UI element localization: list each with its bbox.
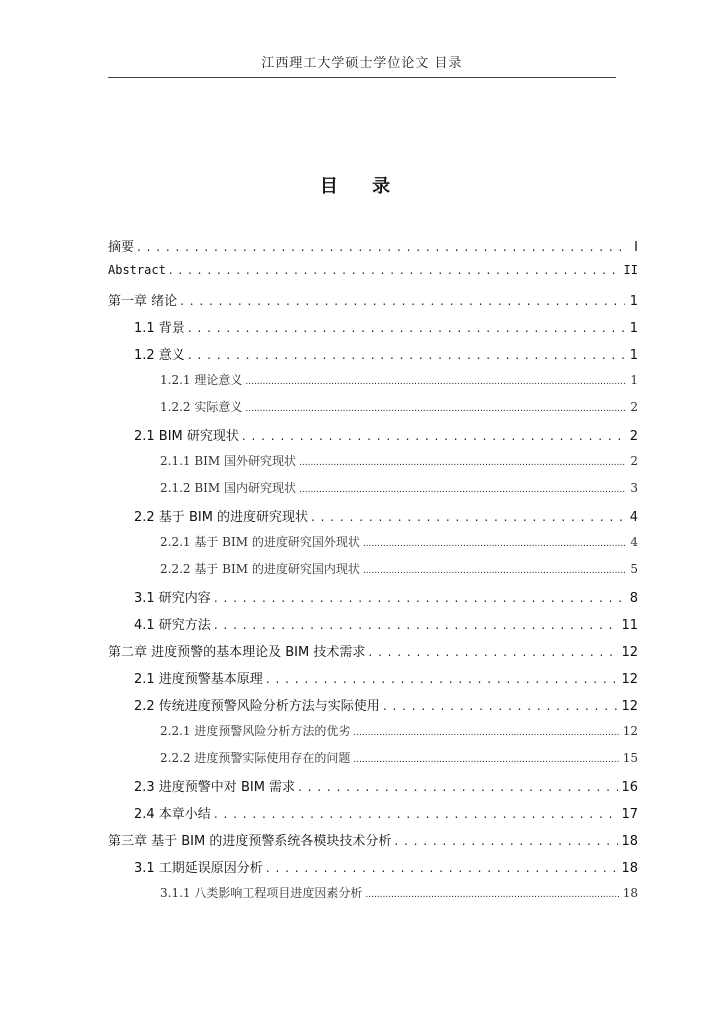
toc-entry[interactable] xyxy=(108,425,638,452)
toc-entry-page-number: 2 xyxy=(629,429,638,444)
toc-entry-page-number: 3 xyxy=(630,481,638,495)
dot-leader xyxy=(245,373,625,388)
toc-entry[interactable] xyxy=(108,263,638,290)
dot-leader xyxy=(363,562,625,577)
dot-leader xyxy=(365,886,619,901)
toc-entry-page-number: 2 xyxy=(630,454,638,468)
toc-entry[interactable] xyxy=(108,722,638,749)
toc-entry[interactable] xyxy=(108,344,638,371)
toc-entry-label: 2.3 进度预警中对 BIM 需求 xyxy=(134,780,296,795)
dot-leader xyxy=(353,724,619,739)
dot-leader xyxy=(180,294,625,309)
toc-entry-label: 4.1 研究方法 xyxy=(134,618,211,633)
dot-leader xyxy=(383,699,619,714)
dot-leader xyxy=(214,591,625,606)
toc-entry[interactable] xyxy=(108,398,638,425)
toc-entry-page-number: 12 xyxy=(621,645,638,660)
dot-leader xyxy=(311,510,625,525)
toc-entry-page-number: 8 xyxy=(629,591,638,606)
toc-entry-page-number: 18 xyxy=(622,886,638,900)
dot-leader xyxy=(394,834,618,849)
toc-entry-page-number: 5 xyxy=(630,562,638,576)
toc-entry-page-number: 1 xyxy=(630,373,638,387)
toc-entry[interactable] xyxy=(108,479,638,506)
dot-leader xyxy=(169,263,621,278)
toc-entry-label: 3.1.1 八类影响工程项目进度因素分析 xyxy=(160,886,363,900)
toc-entry-label: 2.4 本章小结 xyxy=(134,807,211,822)
dot-leader xyxy=(299,454,625,469)
toc-entry-page-number: I xyxy=(634,240,638,255)
toc-entry-label: 3.1 工期延误原因分析 xyxy=(134,861,263,876)
toc-entry-page-number: 12 xyxy=(621,699,638,714)
toc-entry-label: 2.1.1 BIM 国外研究现状 xyxy=(160,454,297,468)
dot-leader xyxy=(298,780,618,795)
toc-entry-label: 3.1 研究内容 xyxy=(134,591,211,606)
toc-entry-label: 2.2.1 进度预警风险分析方法的优劣 xyxy=(160,724,351,738)
toc-entry-label: 2.2 基于 BIM 的进度研究现状 xyxy=(134,510,309,525)
page-title: 目 录 xyxy=(319,176,405,197)
dot-leader xyxy=(214,618,619,633)
toc-entry-page-number: 18 xyxy=(621,834,638,849)
toc-entry-page-number: 17 xyxy=(621,807,638,822)
toc-entry-label: 2.2.1 基于 BIM 的进度研究国外现状 xyxy=(160,535,360,549)
toc-entry[interactable] xyxy=(108,884,638,911)
toc-entry[interactable] xyxy=(108,749,638,776)
toc-entry-page-number: 1 xyxy=(629,321,638,336)
toc-entry[interactable] xyxy=(108,317,638,344)
toc-entry-label: 2.1 BIM 研究现状 xyxy=(134,429,239,444)
toc-entry-label: 第三章 基于 BIM 的进度预警系统各模块技术分析 xyxy=(108,834,392,849)
toc-entry[interactable] xyxy=(108,857,638,884)
dot-leader xyxy=(266,861,619,876)
dot-leader xyxy=(266,672,619,687)
dot-leader xyxy=(363,535,625,550)
toc-entry-label: 1.1 背景 xyxy=(134,321,185,336)
toc-entry[interactable] xyxy=(108,803,638,830)
toc-entry[interactable] xyxy=(108,830,638,857)
toc-entry[interactable] xyxy=(108,776,638,803)
toc-entry-page-number: 18 xyxy=(621,861,638,876)
dot-leader xyxy=(368,645,618,660)
toc-entry-page-number: 12 xyxy=(621,672,638,687)
toc-entry-page-number: II xyxy=(623,263,638,277)
toc-entry-page-number: 1 xyxy=(629,348,638,363)
dot-leader xyxy=(188,321,625,336)
dot-leader xyxy=(137,240,625,255)
toc-entry-page-number: 11 xyxy=(621,618,638,633)
toc-entry-page-number: 4 xyxy=(629,510,638,525)
toc-entry-page-number: 15 xyxy=(622,751,638,765)
toc-entry[interactable] xyxy=(108,668,638,695)
toc-entry-label: Abstract xyxy=(108,263,166,277)
toc-entry[interactable] xyxy=(108,371,638,398)
toc-entry[interactable] xyxy=(108,506,638,533)
toc-entry-label: 摘要 xyxy=(108,240,135,255)
header-divider xyxy=(108,77,616,78)
toc-entry-label: 2.1 进度预警基本原理 xyxy=(134,672,263,687)
toc-entry[interactable] xyxy=(108,641,638,668)
toc-entry[interactable] xyxy=(108,290,638,317)
toc-entry[interactable] xyxy=(108,533,638,560)
toc-entry-label: 2.2 传统进度预警风险分析方法与实际使用 xyxy=(134,699,380,714)
toc-entry-page-number: 2 xyxy=(630,400,638,414)
toc-entry-label: 2.2.2 进度预警实际使用存在的问题 xyxy=(160,751,351,765)
table-of-contents xyxy=(108,236,638,911)
toc-entry-page-number: 16 xyxy=(621,780,638,795)
toc-entry-page-number: 4 xyxy=(630,535,638,549)
toc-entry[interactable] xyxy=(108,695,638,722)
dot-leader xyxy=(214,807,619,822)
toc-entry-label: 第二章 进度预警的基本理论及 BIM 技术需求 xyxy=(108,645,366,660)
toc-entry-label: 2.1.2 BIM 国内研究现状 xyxy=(160,481,297,495)
toc-entry-page-number: 1 xyxy=(629,294,638,309)
toc-entry[interactable] xyxy=(108,452,638,479)
toc-entry-label: 1.2.2 实际意义 xyxy=(160,400,243,414)
toc-entry-label: 1.2.1 理论意义 xyxy=(160,373,243,387)
dot-leader xyxy=(353,751,619,766)
page-header: 江西理工大学硕士学位论文 目录 xyxy=(261,56,463,71)
toc-entry[interactable] xyxy=(108,560,638,587)
toc-entry-page-number: 12 xyxy=(622,724,638,738)
toc-entry[interactable] xyxy=(108,587,638,614)
toc-entry-label: 第一章 绪论 xyxy=(108,294,178,309)
toc-entry-label: 2.2.2 基于 BIM 的进度研究国内现状 xyxy=(160,562,360,576)
toc-entry[interactable] xyxy=(108,614,638,641)
dot-leader xyxy=(245,400,625,415)
toc-entry[interactable] xyxy=(108,236,638,263)
dot-leader xyxy=(188,348,625,363)
toc-entry-label: 1.2 意义 xyxy=(134,348,185,363)
dot-leader xyxy=(299,481,625,496)
dot-leader xyxy=(242,429,625,444)
